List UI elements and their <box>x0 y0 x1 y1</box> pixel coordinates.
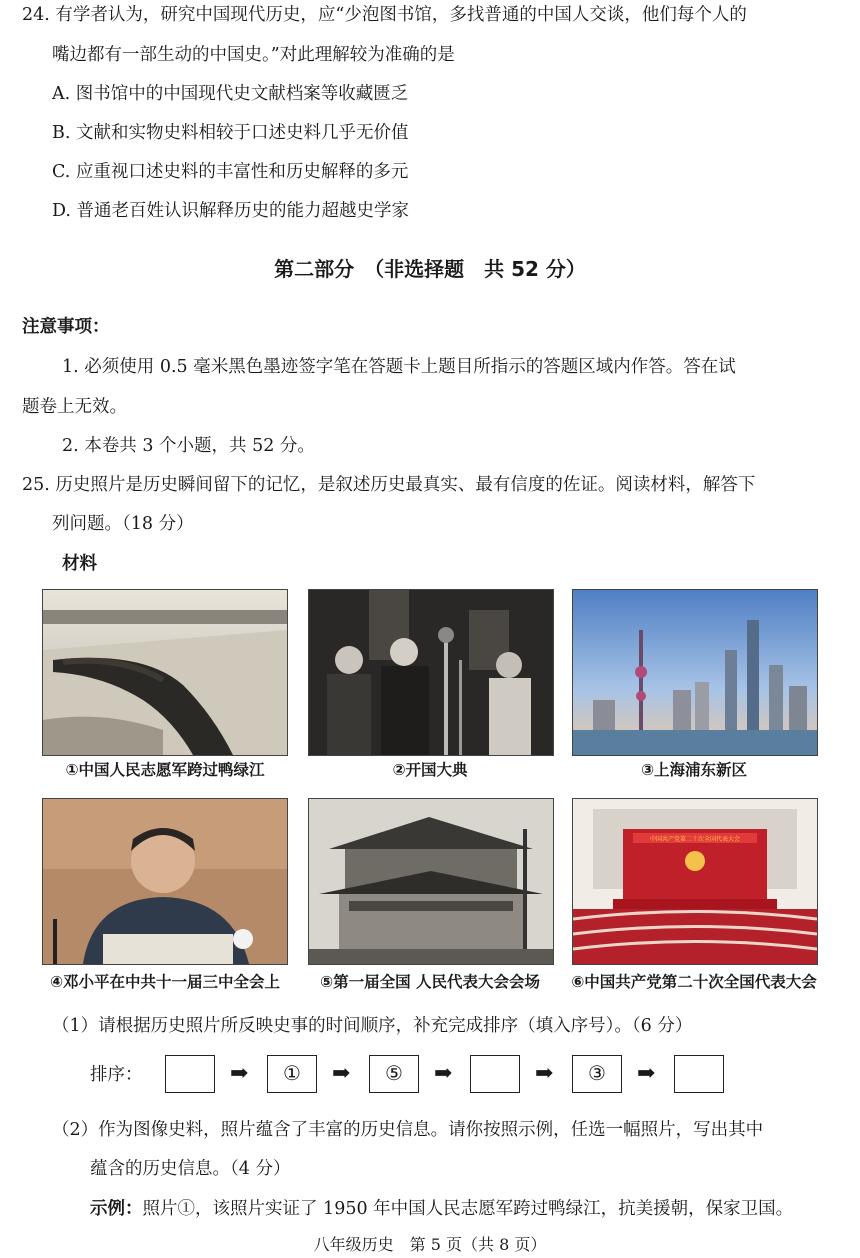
photo-yalu-river-crossing <box>42 589 288 756</box>
order-box-5[interactable]: ③ <box>572 1055 622 1093</box>
order-box-3[interactable]: ⑤ <box>369 1055 419 1093</box>
order-arrow-4: ➡ <box>535 1061 554 1086</box>
photo-founding-ceremony <box>308 589 554 756</box>
notes-item1-line1: 1. 必须使用 0.5 毫米黑色墨迹签字笔在答题卡上题目所指示的答题区域内作答。答在试 <box>62 357 736 377</box>
q24-option-b: B. 文献和实物史料相较于口述史料几乎无价值 <box>52 123 409 143</box>
photo-shanghai-pudong <box>572 589 818 756</box>
congress-banner-text: 中国共产党第二十次全国代表大会 <box>649 836 741 843</box>
photo-20th-party-congress <box>572 798 818 965</box>
q25-sub2-line1: （2）作为图像史料，照片蕴含了丰富的历史信息。请你按照示例，任选一幅照片，写出其中 <box>52 1120 764 1140</box>
q24-line1: 24. 有学者认为，研究中国现代历史，应“少泡图书馆，多找普通的中国人交谈，他们每个人的 <box>22 5 747 25</box>
photo-first-npc-hall <box>308 798 554 965</box>
caption-1: ①中国人民志愿军跨过鸭绿江 <box>65 761 265 779</box>
notes-item1-line2: 题卷上无效。 <box>22 397 127 417</box>
q25-sub1: （1）请根据历史照片所反映史事的时间顺序，补充完成排序（填入序号）。（6 分） <box>52 1016 693 1036</box>
order-arrow-2: ➡ <box>332 1061 351 1086</box>
order-arrow-5: ➡ <box>637 1061 656 1086</box>
q24-option-d: D. 普通老百姓认识解释历史的能力超越史学家 <box>52 201 410 221</box>
page-footer: 八年级历史 第 5 页（共 8 页） <box>313 1235 547 1254</box>
order-box-4[interactable] <box>470 1055 520 1093</box>
order-arrow-1: ➡ <box>230 1061 249 1086</box>
caption-4: ④邓小平在中共十一届三中全会上 <box>49 973 281 991</box>
photo-deng-xiaoping <box>42 798 288 965</box>
notes-title: 注意事项： <box>22 317 110 337</box>
order-box-2[interactable]: ① <box>267 1055 317 1093</box>
q25-line1: 25. 历史照片是历史瞬间留下的记忆，是叙述历史最真实、最有信度的佐证。阅读材料，解答下 <box>22 475 756 495</box>
caption-3: ③上海浦东新区 <box>640 761 748 779</box>
q25-sub2-line2: 蕴含的历史信息。（4 分） <box>90 1159 291 1179</box>
example-label: 示例： <box>90 1199 143 1219</box>
example <box>90 1196 793 1222</box>
caption-6: ⑥中国共产党第二十次全国代表大会 <box>571 973 817 991</box>
caption-2: ②开国大典 <box>392 761 468 779</box>
q24-option-c: C. 应重视口述史料的丰富性和历史解释的多元 <box>52 162 409 182</box>
notes-item2: 2. 本卷共 3 个小题，共 52 分。 <box>62 436 315 456</box>
q24-line2: 嘴边都有一部生动的中国史。”对此理解较为准确的是 <box>52 45 455 65</box>
order-box-6[interactable] <box>674 1055 724 1093</box>
example-text: 照片①，该照片实证了 1950 年中国人民志愿军跨过鸭绿江，抗美援朝，保家卫国。 <box>142 1199 794 1219</box>
caption-5: ⑤第一届全国 人民代表大会会场 <box>319 973 541 991</box>
order-label: 排序： <box>90 1065 143 1085</box>
material-label: 材料 <box>62 554 97 574</box>
order-box-1[interactable] <box>165 1055 215 1093</box>
part2-title: 第二部分 （非选择题 共 52 分） <box>274 257 586 281</box>
q25-line2: 列问题。（18 分） <box>52 514 194 534</box>
order-arrow-3: ➡ <box>434 1061 453 1086</box>
q24-option-a: A. 图书馆中的中国现代史文献档案等收藏匮乏 <box>52 84 409 104</box>
